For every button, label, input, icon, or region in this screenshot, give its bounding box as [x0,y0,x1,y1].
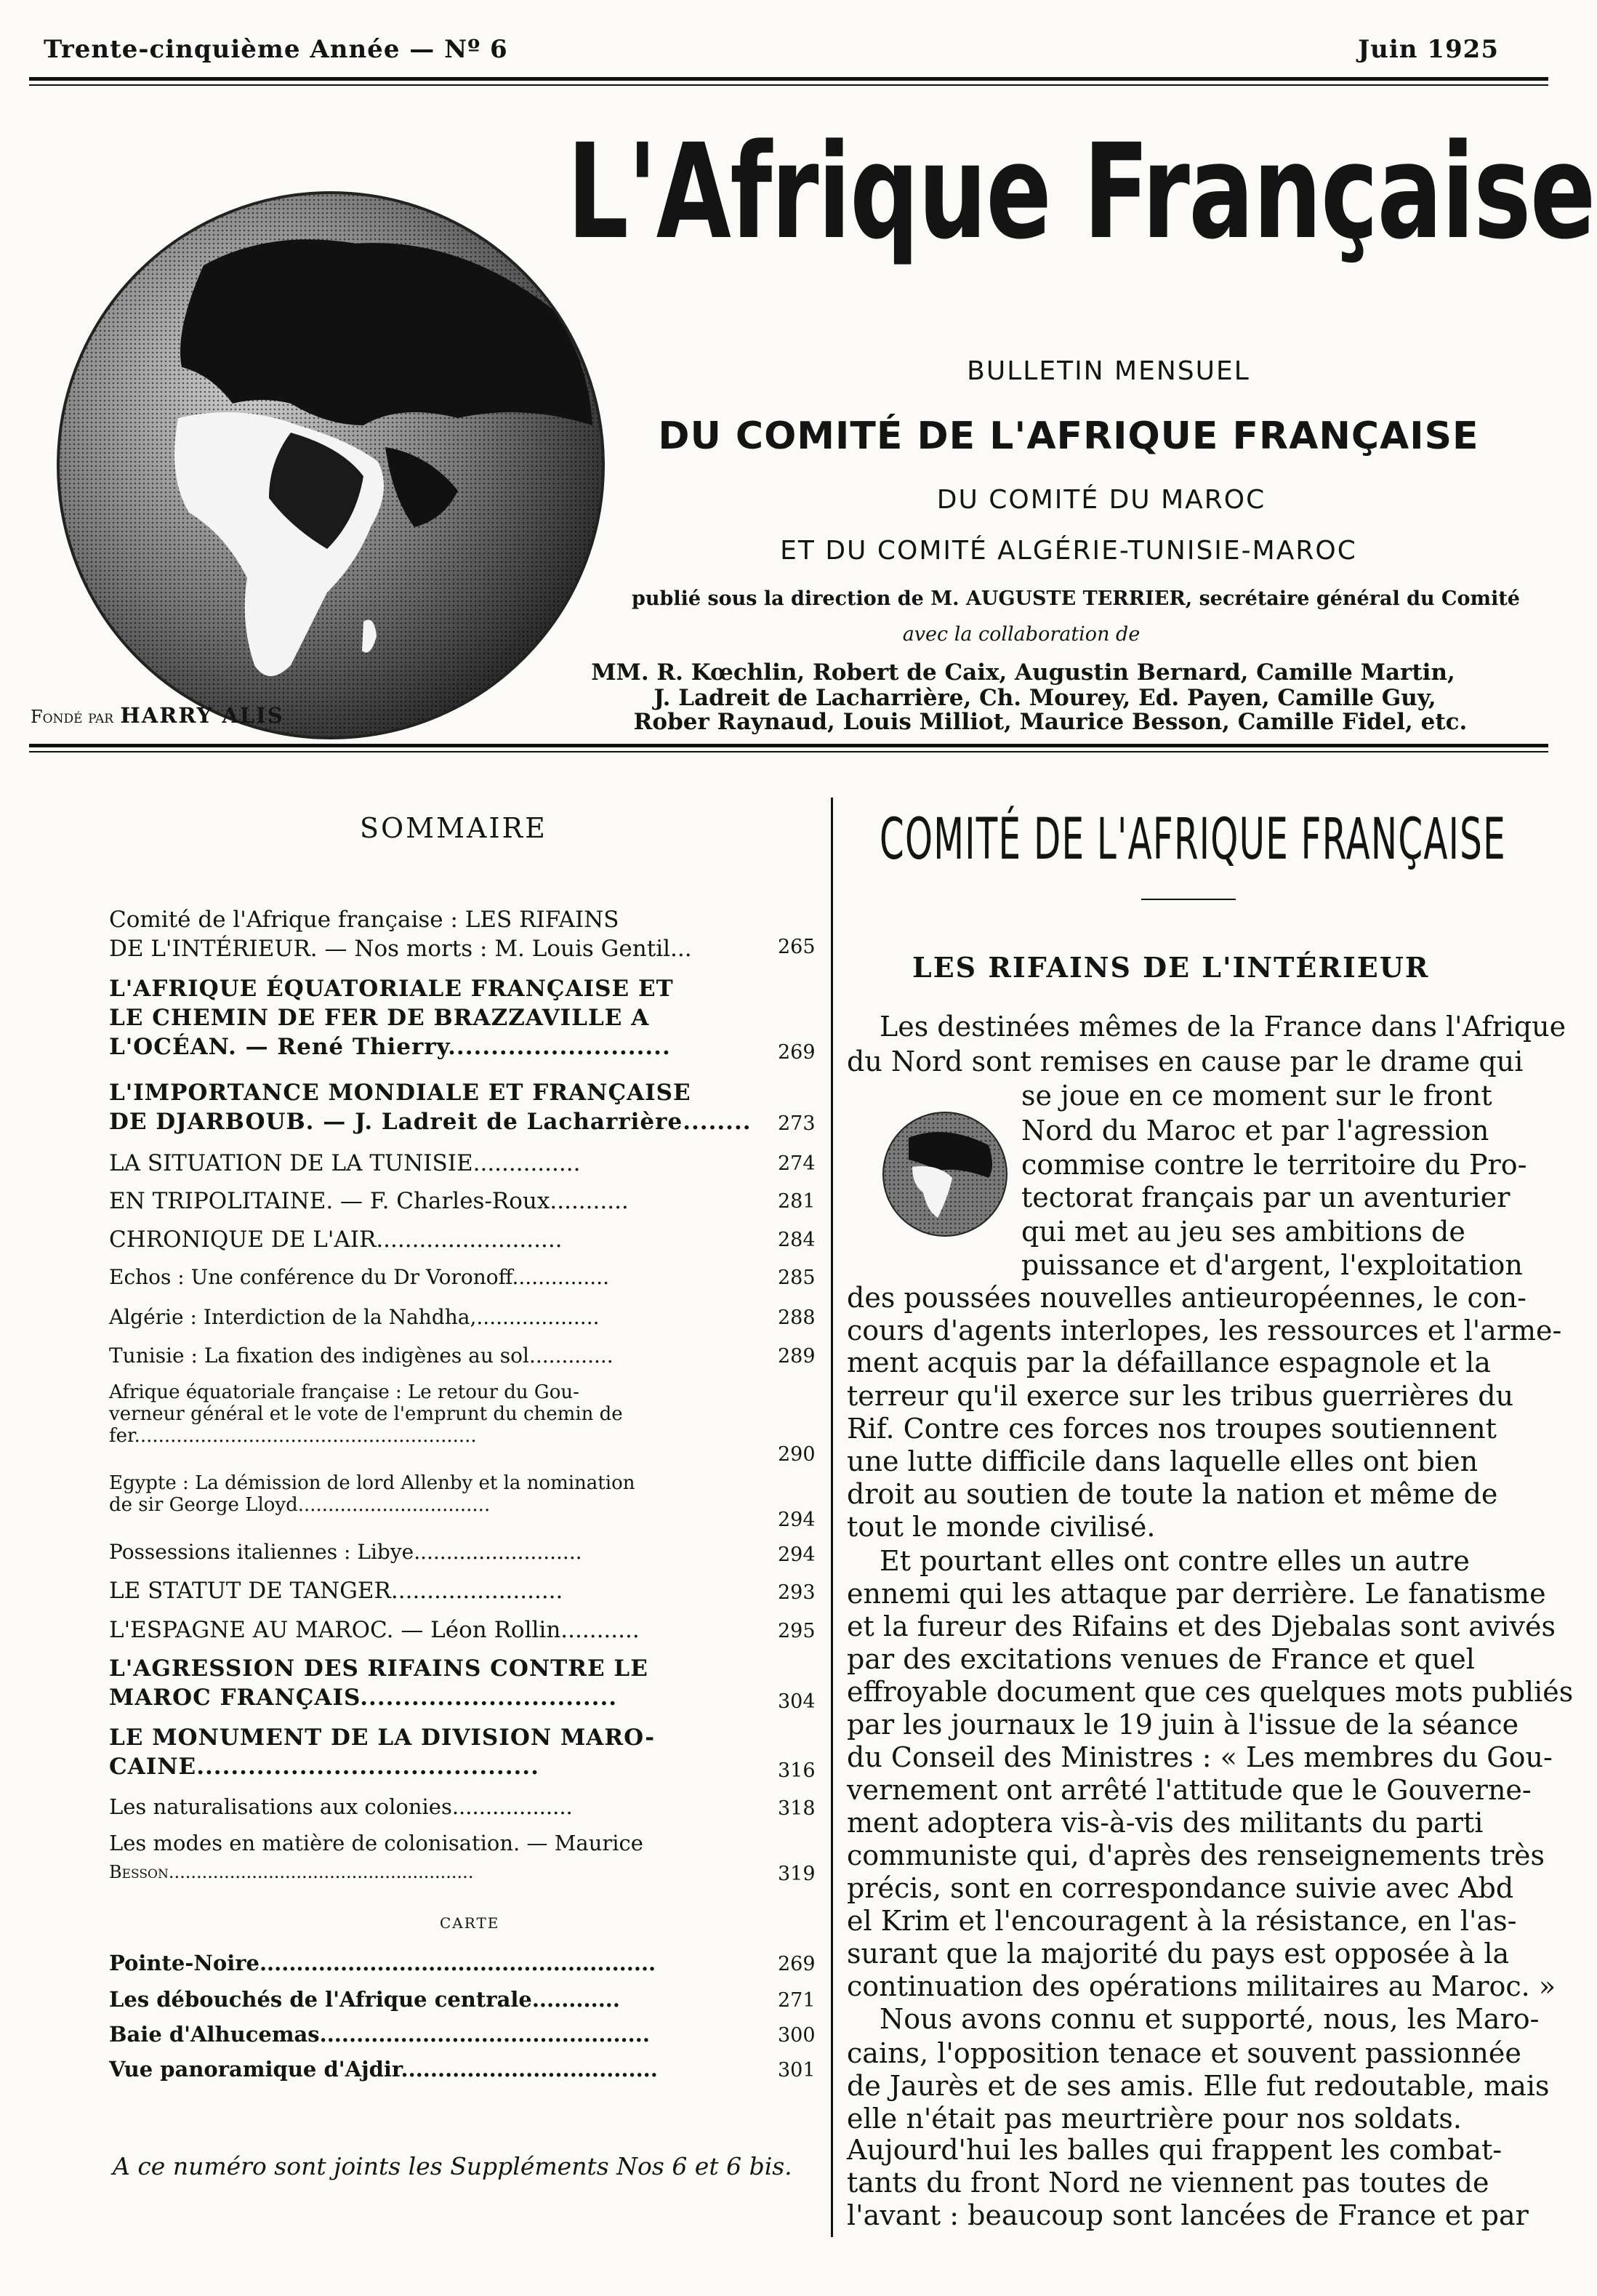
toc-text: DE L'INTÉRIEUR. — Nos morts : M. Louis Gentil... [109,936,692,962]
bulletin-line: BULLETIN MENSUEL [967,356,1250,386]
toc-entry[interactable]: CHRONIQUE DE L'AIR.......................... [109,1227,563,1253]
carte-entry[interactable]: Pointe-Noire...................................................... [109,1951,656,1975]
toc-heading: SOMMAIRE [360,812,547,844]
toc-page-number: 295 [778,1620,816,1642]
article-line: puissance et d'argent, l'exploitation [1021,1249,1523,1281]
toc-page-number: 293 [778,1581,816,1604]
toc-text: de sir George Lloyd................................ [109,1494,491,1516]
toc-entry[interactable]: L'ESPAGNE AU MAROC. — Léon Rollin........... [109,1617,640,1643]
toc-text: DE DJARBOUB. — J. Ladreit de Lacharrière........ [109,1109,752,1135]
section-heading: COMITÉ DE L'AFRIQUE FRANÇAISE [880,807,1506,872]
toc-page-number: 294 [778,1509,816,1531]
toc-entry[interactable] [109,1472,814,1516]
article-line: vernement ont arrêté l'attitude que le Gouverne- [847,1774,1532,1806]
committee-line: DU COMITÉ DE L'AFRIQUE FRANÇAISE [658,414,1479,458]
supplement-note: A ce numéro sont joints les Suppléments Nos 6 et 6 bis. [113,2152,792,2180]
article-line: elle n'était pas meurtrière pour nos soldats. [847,2103,1462,2135]
toc-text: LE CHEMIN DE FER DE BRAZZAVILLE A [109,1005,650,1031]
toc-text: L'IMPORTANCE MONDIALE ET FRANÇAISE [109,1080,691,1106]
toc-page-number: 281 [778,1190,816,1213]
toc-entry[interactable]: Echos : Une conférence du Dr Voronoff............... [109,1265,609,1289]
article-line: tectorat français par un aventurier [1021,1181,1510,1213]
article-line: ennemi qui les attaque par derrière. Le fanatisme [847,1578,1546,1610]
carte-entry[interactable]: Vue panoramique d'Ajdir................................... [109,2057,658,2082]
toc-text: Comité de l'Afrique française : LES RIFAINS [109,907,619,933]
collaborators-line-1: MM. R. Kœchlin, Robert de Caix, Augustin Bernard, Camille Martin, [591,659,1455,686]
article-line: l'avant : beaucoup sont lancées de France et par [847,2199,1529,2231]
article-line: Les destinées mêmes de la France dans l'Afrique [880,1011,1566,1043]
direction-line: publié sous la direction de M. AUGUSTE TERRIER, secrétaire général du Comité [631,587,1520,610]
article-line: surant que la majorité du pays est opposée à la [847,1938,1510,1970]
collaborators-line-2: J. Ladreit de Lacharrière, Ch. Mourey, Ed. Payen, Camille Guy, [653,685,1436,711]
issue-date: Juin 1925 [1358,35,1499,64]
article-line: du Nord sont remises en cause par le drame qui [847,1045,1524,1077]
article-line: par des excitations venues de France et quel [847,1643,1475,1675]
toc-page-number: 269 [778,1041,816,1064]
article-line: commise contre le territoire du Pro- [1021,1149,1527,1181]
toc-page-number: 271 [778,1989,816,2012]
toc-entry[interactable] [109,1381,814,1447]
collaboration-line: avec la collaboration de [902,623,1141,646]
toc-text: CAINE........................................ [109,1754,539,1780]
toc-entry[interactable]: Possessions italiennes : Libye.......................... [109,1540,582,1564]
toc-page-number: 318 [778,1797,816,1820]
comite-maroc-line: DU COMITÉ DU MAROC [936,485,1266,515]
article-line: ment adoptera vis-à-vis des militants du parti [847,1807,1484,1839]
toc-entry[interactable] [109,1829,814,1887]
article-line: terreur qu'il exerce sur les tribus guerrières du [847,1380,1514,1412]
founder-label: Fondé par [31,707,114,727]
article-line: Nord du Maroc et par l'agression [1021,1115,1489,1147]
article-title: LES RIFAINS DE L'INTÉRIEUR [912,951,1430,984]
toc-entry[interactable]: Algérie : Interdiction de la Nahdha,................... [109,1305,600,1329]
toc-entry[interactable]: LA SITUATION DE LA TUNISIE............... [109,1150,581,1176]
carte-entry[interactable]: Les débouchés de l'Afrique centrale............ [109,1987,620,2012]
article-line: cours d'agents interlopes, les ressources et l'arme- [847,1314,1562,1346]
globe-vignette-icon [880,1109,1010,1240]
toc-page-number: 289 [778,1345,816,1368]
article-line: du Conseil des Ministres : « Les membres du Gou- [847,1741,1553,1773]
article-line: qui met au jeu ses ambitions de [1021,1216,1465,1248]
issue-number: Trente-cinquième Année — Nº 6 [44,35,508,64]
article-line: communiste qui, d'après des renseignements très [847,1839,1545,1871]
toc-page-number: 273 [778,1112,816,1135]
toc-page-number: 290 [778,1443,816,1466]
founder [31,703,284,728]
toc-entry[interactable]: Les naturalisations aux colonies.................. [109,1794,573,1819]
toc-page-number: 304 [778,1690,816,1713]
masthead-rule-thin [29,751,1548,752]
carte-entry[interactable]: Baie d'Alhucemas............................................. [109,2022,650,2047]
toc-entry[interactable]: LE STATUT DE TANGER........................ [109,1578,563,1604]
toc-entry[interactable] [109,974,814,1061]
toc-page-number: 319 [778,1863,816,1885]
article-line: effroyable document que ces quelques mots publiés [847,1676,1574,1708]
toc-text: L'OCÉAN. — René Thierry.......................... [109,1034,671,1060]
article-line: de Jaurès et de ses amis. Elle fut redoutable, mais [847,2070,1550,2102]
toc-entry[interactable]: EN TRIPOLITAINE. — F. Charles-Roux........... [109,1188,629,1214]
article-line: Et pourtant elles ont contre elles un autre [880,1545,1470,1577]
article-line: Rif. Contre ces forces nos troupes soutiennent [847,1413,1497,1445]
article-line: Nous avons connu et supporté, nous, les Maro- [880,2003,1540,2035]
toc-text: L'AFRIQUE ÉQUATORIALE FRANÇAISE ET [109,976,674,1002]
article-line: el Krim et l'encouragent à la résistance, en l'as- [847,1905,1517,1937]
toc-page-number: 316 [778,1759,816,1782]
toc-page-number: 294 [778,1544,816,1566]
toc-entry[interactable] [109,1723,814,1781]
toc-entry[interactable] [109,905,814,963]
article-line: et la fureur des Rifains et des Djebalas sont avivés [847,1610,1556,1642]
article-line: des poussées nouvelles antieuropéennes, le con- [847,1282,1526,1314]
article-line: se joue en ce moment sur le front [1021,1080,1492,1112]
carte-heading: CARTE [440,1914,500,1932]
toc-entry[interactable]: Tunisie : La fixation des indigènes au sol............. [109,1344,614,1368]
toc-page-number: 265 [778,936,816,958]
article-line: tants du front Nord ne viennent pas toutes de [847,2167,1489,2199]
article-line: ment acquis par la défaillance espagnole et la [847,1346,1491,1378]
comite-atm-line: ET DU COMITÉ ALGÉRIE-TUNISIE-MAROC [780,536,1357,566]
column-divider [831,798,833,2237]
article-line: Aujourd'hui les balles qui frappent les combat- [847,2134,1503,2166]
founder-name: HARRY ALIS [120,703,284,728]
article-line: par les journaux le 19 juin à l'issue de la séance [847,1709,1519,1741]
toc-text: Besson....................................................... [109,1862,474,1882]
section-rule [1141,899,1236,900]
toc-text: verneur général et le vote de l'emprunt du chemin de [109,1403,623,1425]
article-line: cains, l'opposition tenace et souvent passionnée [847,2037,1521,2069]
header-rule-thin [29,84,1548,86]
article-line: tout le monde civilisé. [847,1511,1156,1543]
toc-text: Egypte : La démission de lord Allenby et la nomination [109,1472,635,1494]
collaborators-line-3: Rober Raynaud, Louis Milliot, Maurice Besson, Camille Fidel, etc. [633,709,1468,735]
toc-text: Les modes en matière de colonisation. — Maurice [109,1831,643,1855]
masthead-title: L'Afrique Française [567,116,1595,268]
header-rule [29,77,1548,81]
toc-text: MAROC FRANÇAIS.............................. [109,1685,618,1711]
toc-page-number: 300 [778,2024,816,2047]
toc-page-number: 274 [778,1152,816,1175]
article-line: précis, sont en correspondance suivie avec Abd [847,1872,1514,1904]
toc-entry[interactable] [109,1654,814,1712]
toc-text: LE MONUMENT DE LA DIVISION MARO- [109,1725,656,1751]
toc-page-number: 301 [778,2059,816,2082]
toc-page-number: 284 [778,1229,816,1251]
article-line: continuation des opérations militaires au Maroc. » [847,1970,1556,2002]
toc-page-number: 285 [778,1267,816,1289]
masthead-rule [29,744,1548,747]
toc-text: fer......................................................... [109,1425,477,1447]
toc-text: L'AGRESSION DES RIFAINS CONTRE LE [109,1655,648,1682]
article-line: une lutte difficile dans laquelle elles ont bien [847,1445,1479,1477]
toc-page-number: 269 [778,1953,816,1975]
article-line: droit au soutien de toute la nation et même de [847,1478,1498,1510]
toc-page-number: 288 [778,1306,816,1329]
toc-entry[interactable] [109,1078,814,1136]
toc-text: Afrique équatoriale française : Le retour du Gou- [109,1381,579,1403]
